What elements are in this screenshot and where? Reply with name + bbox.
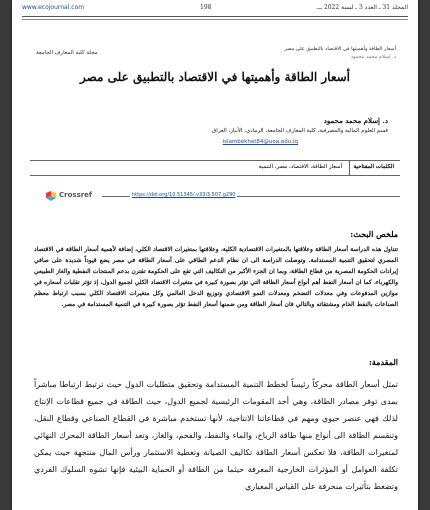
crossref-badge[interactable] (46, 189, 108, 203)
author-email[interactable]: islambekhet84@uoa.edu.iq (222, 139, 298, 145)
header-divider-thin (22, 19, 408, 20)
keywords-box (30, 160, 400, 176)
running-author: د. إسلام محمد محمود (350, 54, 396, 60)
abstract-text: تتناول هذه الدراسة أسعار الطاقة وعلاقتها بالمتغيرات الاقتصادية الكلية، وعلاقتها بمتغيرات الاقتصاد الكلي، إضافة لأهمية أسعار الطاقة في الاقتصاد المصري لتحقيق التنمية المستدامة. وتوصلت الدراسة الى ان نظام الدعم الطاقي على أسعار الطاقة في مصر يضع قيوداً شديدة على صافي إيرادات الحكومة المصرية من قطاع الطاقة، وبما ان الجزء الأكبر من التكاليف التي تقع على الحكومة تقترن بدعم المنتجات النفطية والغاز الطبيعي والكهرباء، كما ان أسعار النفط أهم أنواع أسعار الطاقة التي تؤثر بصورة كبيرة في متغيرات الاقتصاد الكلي لجميع الدول، إذ تؤثر تقلبات أسعاره في موازين المدفوعات وفي معدلات التضخم ومعدلات النمو الاقتصادي وتوزيع الدخل العالمي وكل متغيرات الاقتصاد الكلي بسبب ارتباط معظم الصناعات بالنفط الخام ومشتقاته وبالتالي فان أسعار الطاقة ومن ضمنها أسعار النفط تؤثر بصورة كبيرة في التنمية المستدامة في مصر. (34, 246, 398, 308)
crossref-label: Crossref (59, 191, 92, 199)
page-number: 198 (200, 4, 212, 11)
keywords-values: أسعار الطاقة، الاقتصاد، مصر، التنمية (258, 164, 342, 170)
document-page (12, 0, 418, 510)
abstract-heading: ملخص البحث: (350, 229, 398, 239)
journal-running-title (226, 46, 396, 60)
volume-info: المجلد 31 ـ العدد 3 ـ لسنة 2022 ـــ (316, 4, 408, 11)
doi-link[interactable]: https://doi.org/10.51345/.v33i3.507.g290 (132, 192, 236, 198)
journal-name: مجلة كلية المعارف الجامعة (36, 50, 98, 56)
keywords-divider (349, 161, 350, 175)
introduction-text: تمثل أسعار الطاقة محركاً رئيساً لخطط التنمية المستدامة وتحقيق متطلبات الدول حيث ترتبط ارتباطا مباشراً بمدى توفر مصادر الطاقة، وهي أحد المقومات الرئيسية لجميع الدول، حيث الطاقة في جميع قطاعات الإنتاج لذلك فهي عنصر حيوي ومهم في قطاعاتنا الانتاجية، لأنها تستخدم مباشرة في القطاع الصناعي وقطاع النقل، وتنقسم الطاقة الى أنواع منها طاقة الرياح، والماء والنفط، والفحم، والغاز، وتعد أسعار الطاقة المحرك النهائي لمتغيرات الطاقة، فلا تعكس أسعار الطاقة تكاليف الصيانة وتغطية الاستثمار ورأس المال منتجهة حيث يمكن تكلفة العوامل أو المؤثرات الخارجية المعرفة حيثما من الطاقة أو الحماية البيئية فإنها تشوه السلوك الفردي وتضغط بتأثيرات منحرفة على القياس المعياري (34, 380, 398, 491)
running-header (22, 4, 408, 16)
crossref-icon (46, 191, 56, 201)
header-divider (22, 16, 408, 17)
paper-title: أسعار الطاقة وأهميتها في الاقتصاد بالتطبيق على مصر (80, 70, 350, 84)
author-affiliation: قسم العلوم المالية والمصرفية، كلية المعارف الجامعة، الرمادي، الأنبار، العراق (212, 128, 388, 134)
keywords-label: الكلمات المفتاحية (353, 164, 394, 170)
journal-url[interactable]: www.ecojournal.com (22, 4, 85, 11)
running-title: أسعار الطاقة وأهميتها في الاقتصاد بالتطبيق على مصر (284, 46, 396, 52)
introduction-heading: المقدمة: (368, 357, 398, 367)
author-name: د. إسلام محمد محمود (323, 116, 388, 125)
